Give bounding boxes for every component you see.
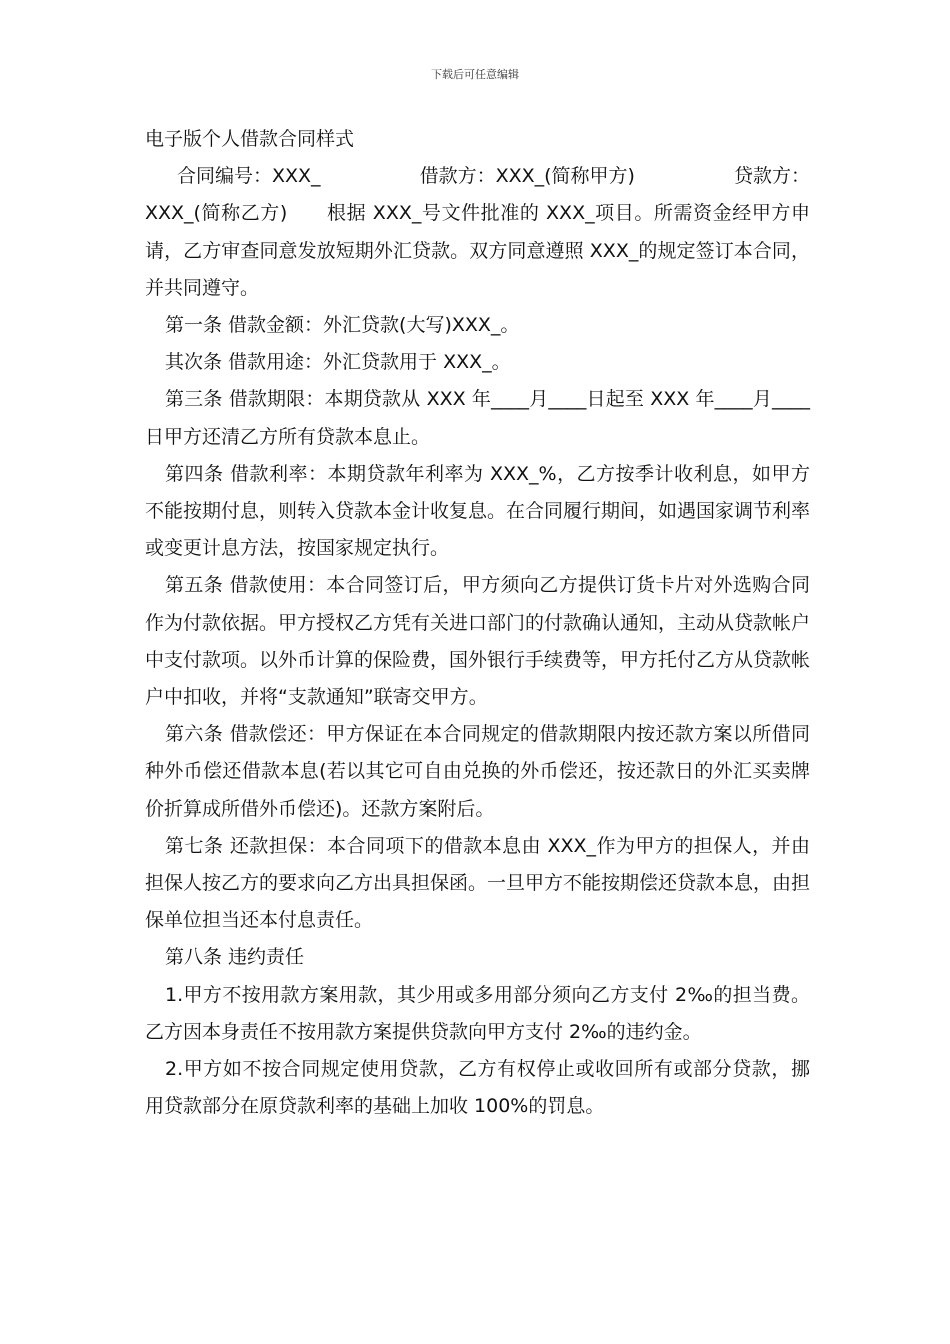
lender-label: 贷款方： [733,165,810,188]
article-8-clause-1: 1.甲方不按用款方案用款，其少用或多用部分须向乙方支付 2‰的担当费。乙方因本身责任不按用款方案提供贷款向甲方支付 2‰的违约金。 [145,983,810,1043]
document-title: 电子版个人借款合同样式 [145,128,355,150]
article-3: 第三条 借款期限：本期贷款从 XXX 年____月____日起至 XXX 年____月____日甲方还清乙方所有贷款本息止。 [145,388,810,448]
borrower-info: 借款方：XXX_(简称甲方) [419,165,635,188]
article-7: 第七条 还款担保：本合同项下的借款本息由 XXX_作为甲方的担保人，并由担保人按乙方的要求向乙方出具担保函。一旦甲方不能按期偿还贷款本息，由担保单位担当还本付息责任。 [145,834,811,932]
article-8-heading: 第八条 违约责任 [165,946,305,969]
article-8-clause-2: 2.甲方如不按合同规定使用贷款，乙方有权停止或收回所有或部分贷款，挪用贷款部分在原贷款利率的基础上加收 100%的罚息。 [145,1058,810,1118]
article-1: 第一条 借款金额：外汇贷款(大写)XXX_。 [165,314,520,337]
contract-number: 合同编号：XXX_ [177,165,321,188]
intro-paragraph: XXX_(简称乙方) 根据 XXX_号文件批准的 XXX_项目。所需资金经甲方申请，乙方审查同意发放短期外汇贷款。双方同意遵照 XXX_的规定签订本合同，并共同遵守。 [145,202,810,299]
article-5: 第五条 借款使用：本合同签订后，甲方须向乙方提供订货卡片对外选购合同作为付款依据。甲方授权乙方凭有关进口部门的付款确认通知，主动从贷款帐户中支付款项。以外币计算的保险费，国外银行手续费等，甲方托付乙方从贷款帐户中扣收，并将“支款通知”联寄交甲方。 [145,574,811,709]
document-body [145,121,810,1125]
header-note: 下载后可任意编辑 [431,68,519,81]
article-6: 第六条 借款偿还：甲方保证在本合同规定的借款期限内按还款方案以所借同种外币偿还借款本息(若以其它可自由兑换的外币偿还，按还款日的外汇买卖牌价折算成所借外币偿还)。还款方案附后。 [145,723,810,820]
article-2: 其次条 借款用途：外汇贷款用于 XXX_。 [165,351,511,374]
article-4: 第四条 借款利率：本期贷款年利率为 XXX_%，乙方按季计收利息，如甲方不能按期付息，则转入贷款本金计收复息。在合同履行期间，如遇国家调节利率或变更计息方法，按国家规定执行。 [145,462,811,560]
contract-info-line [145,158,810,195]
